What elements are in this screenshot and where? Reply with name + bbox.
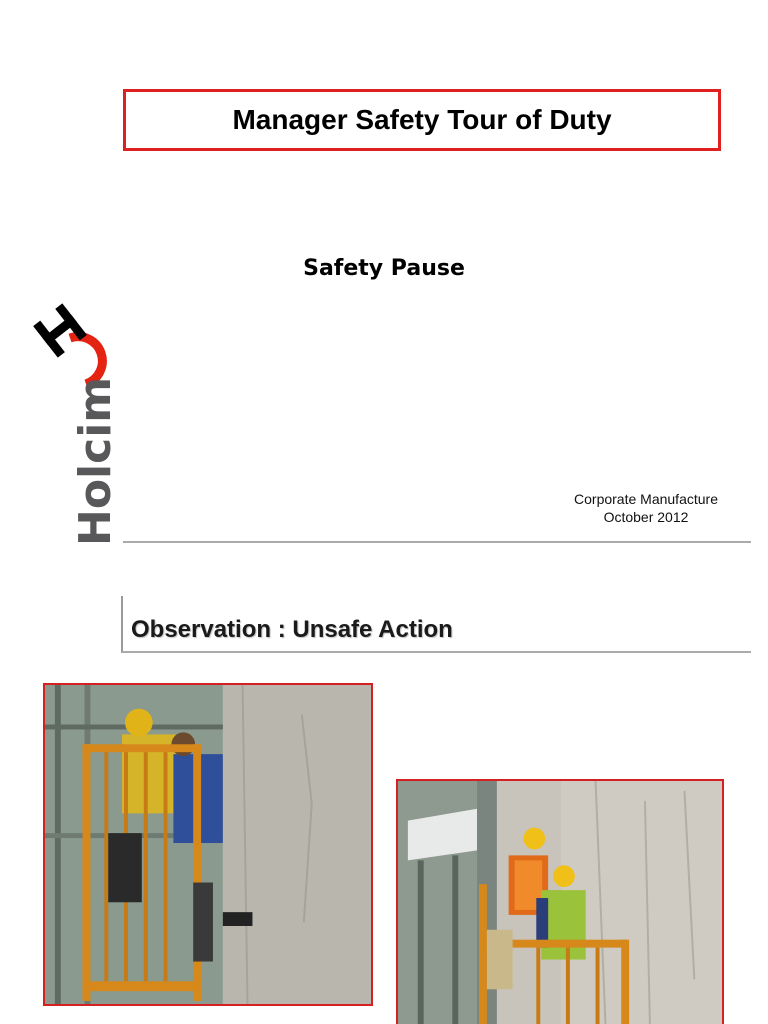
observation-bracket-horizontal (121, 651, 751, 653)
photo-gondola-drilling (43, 683, 373, 1006)
title-box (123, 89, 721, 151)
observation-bracket-vertical (121, 596, 123, 652)
holcim-h-logo-icon (26, 298, 116, 548)
observation-heading: Observation : Unsafe Action (131, 616, 453, 643)
page-title: Manager Safety Tour of Duty (232, 104, 612, 135)
photo-workers-platform (396, 779, 724, 1024)
date-label: October 2012 (603, 509, 689, 525)
holcim-logo (26, 298, 116, 548)
meta-info (548, 490, 744, 526)
department-label: Corporate Manufacture (574, 491, 718, 507)
photo-gondola-drilling-image (45, 685, 371, 1004)
subtitle: Safety Pause (303, 256, 465, 281)
logo-wordmark: Holcim (70, 376, 116, 546)
photo-workers-platform-image (398, 781, 722, 1024)
divider (123, 541, 751, 543)
